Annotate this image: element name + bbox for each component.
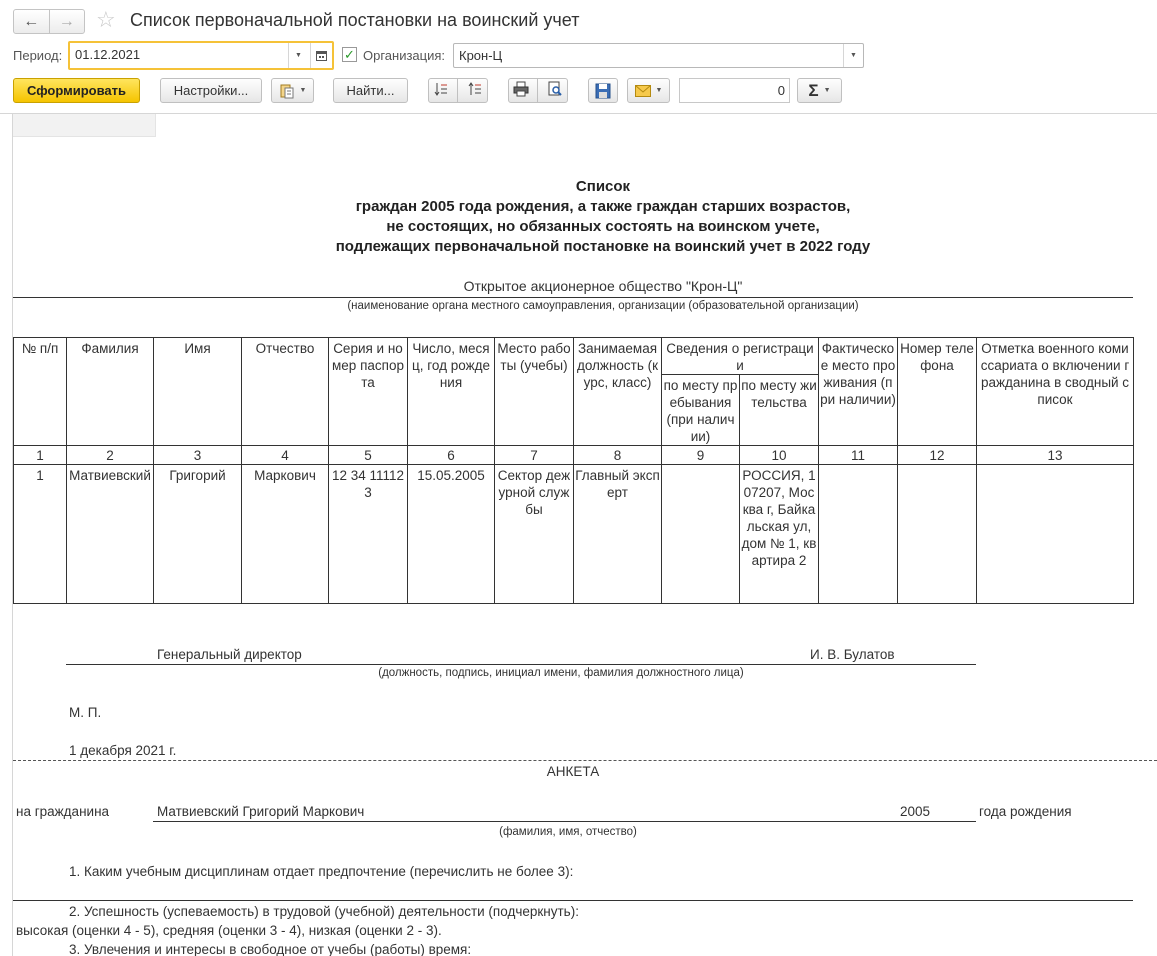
chevron-down-icon: ▼ [655,87,663,94]
column-header: Фамилия [67,338,154,446]
expand-groups-icon[interactable] [433,81,449,100]
report-title-line-2: граждан 2005 года рождения, а также граждан старших возрастов, [355,198,851,215]
column-header: Номер телефона [898,338,977,446]
checkmark-icon: ✓ [344,46,355,62]
period-value[interactable]: 01.12.2021 [75,47,141,62]
signature-underline [66,664,976,665]
navigation-buttons [13,9,85,34]
print-group [508,78,568,103]
selection-sum-value: 0 [777,83,785,98]
chevron-down-icon: ▼ [850,52,857,59]
column-number: 12 [898,446,977,465]
column-header: Отчество [242,338,329,446]
organization-checkbox[interactable] [342,47,357,62]
cell-workplace[interactable]: Сектор дежурной службы [495,465,574,604]
citizen-name-underline [153,821,976,822]
column-number: 4 [242,446,329,465]
question-3: 3. Увлечения и интересы в свободное от учебы (работы) время: [69,942,472,956]
find-button[interactable]: Найти... [333,78,408,103]
page-title: Список первоначальной постановки на воинский учет [130,10,580,30]
envelope-icon [635,85,651,97]
chevron-down-icon: ▼ [823,87,831,94]
citizen-full-name: Матвиевский Григорий Маркович [157,804,365,819]
floppy-disk-icon [595,83,611,99]
cell-registration-stay[interactable] [662,465,740,604]
question-1-answer-line [13,900,1133,901]
column-number: 10 [740,446,819,465]
send-email-button[interactable] [627,78,670,103]
cell-last-name[interactable]: Матвиевский [67,465,154,604]
toolbar-separator [457,79,458,102]
calendar-icon [316,50,327,61]
column-number: 7 [495,446,574,465]
report-title-line-4: подлежащих первоначальной постановке на воинский учет в 2022 году [335,238,871,255]
period-dropdown-button[interactable] [288,43,308,68]
organization-caption: (наименование органа местного самоуправления, организации (образовательной организации) [347,300,859,312]
cell-phone[interactable] [898,465,977,604]
signer-caption: (должность, подпись, инициал имени, фамилия должностного лица) [378,667,744,679]
cell-commissariat-mark[interactable] [977,465,1134,604]
column-number: 11 [819,446,898,465]
birth-year-suffix: года рождения [979,804,1072,819]
generate-button[interactable]: Сформировать [13,78,140,103]
column-number-row [14,446,1134,465]
organization-dropdown-button[interactable] [843,44,863,67]
column-number: 3 [154,446,242,465]
report-date: 1 декабря 2021 г. [69,743,177,758]
column-header: № п/п [14,338,67,446]
collapse-groups-icon[interactable] [467,81,483,100]
questionnaire-title: АНКЕТА [546,764,600,779]
column-number: 5 [329,446,408,465]
cell-registration-residence[interactable]: РОССИЯ, 107207, Москва г, Байкальская ул, дом № 1, квартира 2 [740,465,819,604]
group-expand-collapse [428,78,488,103]
column-number: 9 [662,446,740,465]
settings-button[interactable]: Настройки... [160,78,262,103]
favorite-star-icon[interactable]: ☆ [96,7,116,32]
column-header: Место работы (учебы) [495,338,574,446]
organization-name: Открытое акционерное общество "Крон-Ц" [463,278,743,294]
chevron-down-icon: ▼ [295,52,302,59]
cell-birth-date[interactable]: 15.05.2005 [408,465,495,604]
question-2: 2. Успешность (успеваемость) в трудовой (учебной) деятельности (подчеркнуть): [69,904,579,919]
table-header-row [14,338,1134,375]
column-number: 2 [67,446,154,465]
column-header: Число, месяц, год рождения [408,338,495,446]
print-preview-icon[interactable] [547,81,563,100]
organization-underline [13,297,1133,298]
calendar-button[interactable] [310,43,332,68]
signer-name: И. В. Булатов [810,647,895,662]
column-subheader: по месту жительства [740,375,819,446]
report-variants-icon [279,83,295,99]
for-citizen-label: на гражданина [16,804,110,819]
stamp-label: М. П. [69,705,102,720]
cell-passport[interactable]: 12 34 111123 [329,465,408,604]
cell-position[interactable]: Главный эксперт [574,465,662,604]
column-header: Имя [154,338,242,446]
citizen-birth-year: 2005 [900,804,931,819]
variants-button[interactable] [271,78,314,103]
signer-position: Генеральный директор [157,647,302,662]
table-row[interactable] [14,465,1134,604]
cell-number[interactable]: 1 [14,465,67,604]
organization-value[interactable]: Крон-Ц [459,48,503,63]
cell-actual-residence[interactable] [819,465,898,604]
column-header: Серия и номер паспорта [329,338,408,446]
column-number: 13 [977,446,1134,465]
arrow-left-icon: ← [23,12,40,30]
report-title-line-1: Список [575,178,631,195]
report-spreadsheet[interactable] [0,113,1157,956]
column-number: 8 [574,446,662,465]
print-icon[interactable] [513,81,529,100]
selection-sum-field[interactable] [679,78,790,103]
chevron-down-icon: ▼ [299,87,307,94]
citizen-name-caption: (фамилия, имя, отчество) [499,826,637,838]
sigma-icon: Σ [808,80,819,100]
column-header: Занимаемая должность (курс, класс) [574,338,662,446]
toolbar-separator [537,79,538,102]
column-subheader: по месту пребывания (при наличии) [662,375,740,446]
question-1: 1. Каким учебным дисциплинам отдает предпочтение (перечислить не более 3): [69,864,574,879]
organization-field[interactable] [453,43,864,68]
spreadsheet-corner-cell [13,114,156,137]
forward-button[interactable] [49,10,85,33]
period-label: Период: [13,48,63,63]
column-header: Фактическое место проживания (при наличии) [819,338,898,446]
period-field[interactable] [68,41,334,70]
column-header-registration: Сведения о регистрации [662,338,819,375]
sum-button[interactable] [797,78,842,103]
save-button[interactable] [588,78,618,103]
back-button[interactable] [14,10,49,33]
cell-first-name[interactable]: Григорий [154,465,242,604]
question-2-options: высокая (оценки 4 - 5), средняя (оценки 3 - 4), низкая (оценки 2 - 3). [16,923,442,938]
page-break-line [13,760,1157,761]
column-number: 1 [14,446,67,465]
arrow-right-icon: → [58,12,75,30]
report-title-line-3: не состоящих, но обязанных состоять на воинском учете, [386,218,820,235]
organization-label: Организация: [363,48,446,63]
title-bar [0,0,1157,42]
column-header: Отметка военного комиссариата о включении гражданина в сводный список [977,338,1134,446]
cell-patronymic[interactable]: Маркович [242,465,329,604]
citizens-table [13,337,1134,604]
column-number: 6 [408,446,495,465]
